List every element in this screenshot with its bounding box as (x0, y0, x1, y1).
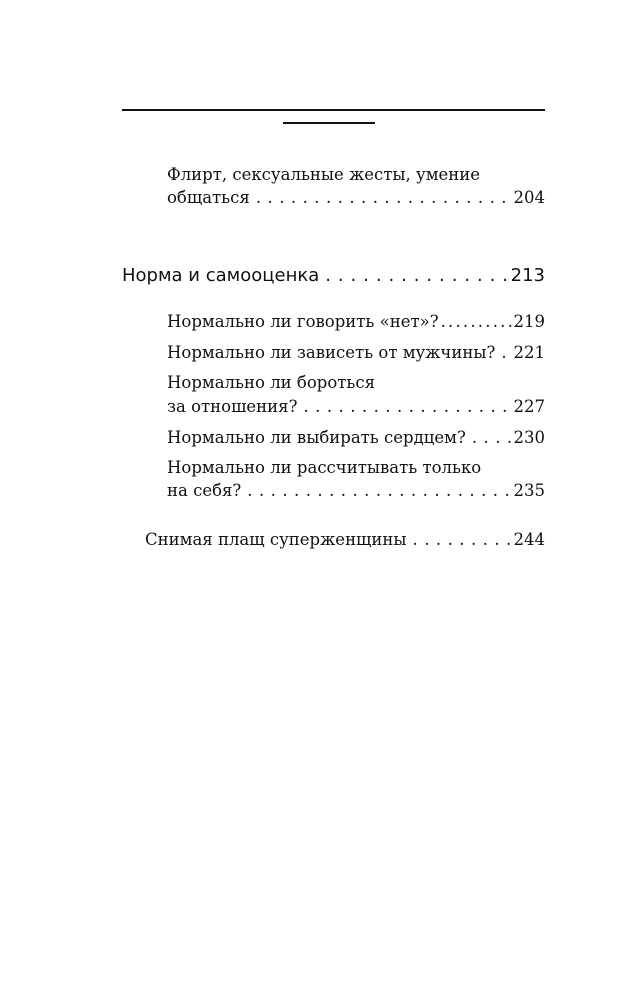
toc-entry-fight-line1: Нормально ли бороться (167, 373, 376, 392)
toc-page-number: 244 (513, 530, 545, 549)
toc-entry-title: Снимая плащ суперженщины (145, 530, 407, 549)
toc-entry-self-line2: на себя? (167, 481, 242, 500)
toc-page-number: 230 (513, 428, 545, 447)
toc-page-number: 235 (513, 481, 545, 500)
toc-entry-title: Нормально ли говорить «нет»? (167, 312, 439, 331)
leader-dots (472, 428, 511, 448)
toc-entry-self-line1: Нормально ли рассчитывать только (167, 458, 482, 477)
toc-section-title: Норма и самооценка (122, 265, 320, 286)
leader-dots (256, 188, 511, 208)
leader-dots (325, 265, 507, 287)
toc-entry-flirt-line1: Флирт, сексуальные жесты, умение (167, 165, 481, 184)
toc-page-number: 227 (513, 397, 545, 416)
toc-entry-self[interactable] (167, 481, 545, 501)
leader-dots (303, 397, 510, 417)
toc-entry-fight[interactable] (167, 397, 545, 417)
toc-entry-title: Нормально ли выбирать сердцем? (167, 428, 466, 447)
toc-page-number: 204 (513, 188, 545, 207)
toc-entry-depend[interactable] (167, 343, 545, 363)
leader-dots (413, 530, 511, 550)
toc-section-norm[interactable] (122, 265, 545, 287)
top-rule (122, 109, 545, 111)
toc-entry-heart[interactable] (167, 428, 545, 448)
toc-entry-fight-line2: за отношения? (167, 397, 298, 416)
toc-entry-flirt[interactable] (167, 188, 545, 208)
toc-entry-no[interactable] (167, 312, 545, 332)
toc-page-number: 213 (510, 265, 545, 286)
toc-entry-cloak[interactable] (145, 530, 545, 550)
toc-page-number: 221 (513, 343, 545, 362)
leader-dots (247, 481, 510, 501)
toc-entry-title: Нормально ли зависеть от мужчины? (167, 343, 496, 362)
toc-page-number: 219 (513, 312, 545, 331)
leader-dots (441, 312, 513, 332)
short-rule (283, 122, 375, 124)
leader-dots (501, 343, 510, 363)
toc-entry-flirt-line2: общаться (167, 188, 250, 207)
